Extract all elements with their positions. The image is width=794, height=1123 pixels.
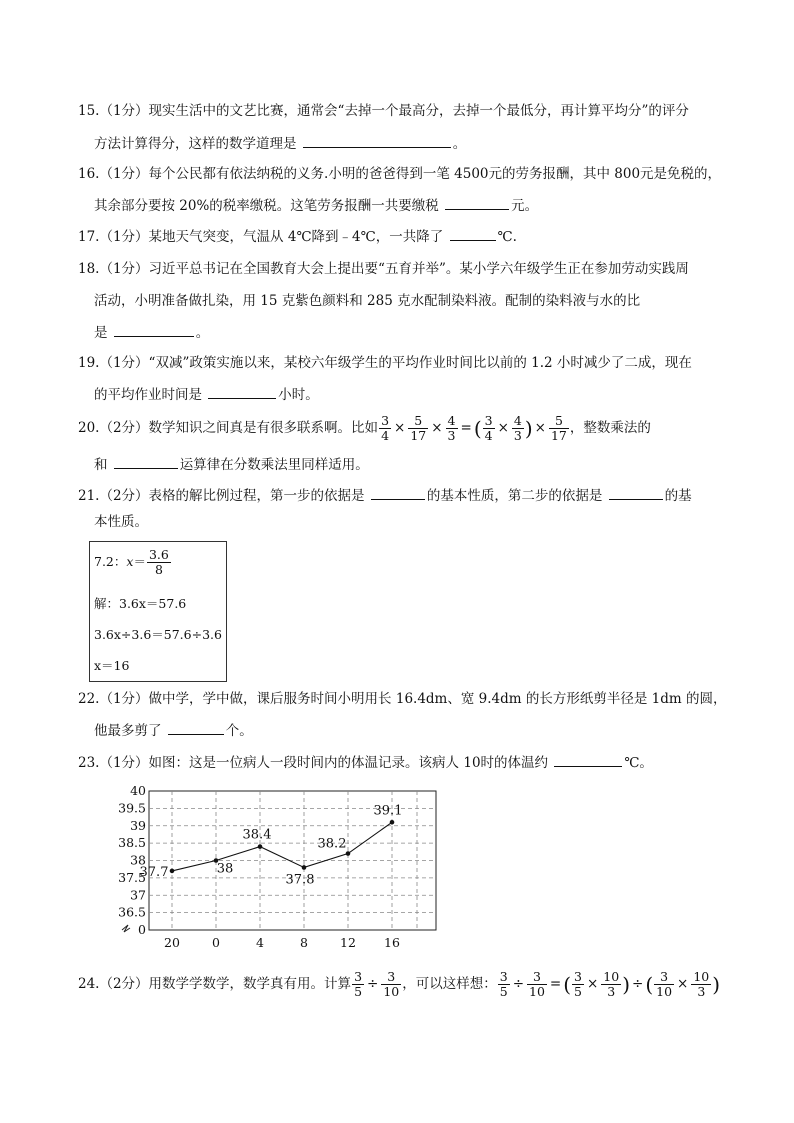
- data-point: [346, 851, 351, 856]
- q24-line1: 24.（2分）用数学学数学，数学真有用。计算 $\frac{3}{5}$ ÷ $\frac{3}{10}$ ，可以这样想： $\frac{3}{5}$ ÷ $\frac{3}{10}$ = ( $\frac{3}{5}$ × $\frac{10}{3}$ ) ÷ ( $\frac{3}{10}$ × $\frac{10}{3}$ ): [78, 969, 721, 999]
- q20-line1: 20.（2分）数学知识之间真是有很多联系啊。比如 $\frac{3}{4}$ × $\frac{5}{17}$ × $\frac{4}{3}$ = ( $\frac{3}{4}$ × $\frac{4}{3}$ ) × $\frac{5}{17}$ ，整数乘法的: [78, 413, 651, 443]
- q16-answer-blank[interactable]: [445, 195, 509, 210]
- q20-frac-4-3b: $\frac{4}{3}$: [513, 413, 522, 443]
- q21-text-c: 的基: [664, 488, 692, 504]
- data-point: [170, 869, 175, 874]
- data-point: [302, 865, 307, 870]
- q20-frac-3-4: $\frac{3}{4}$: [381, 413, 390, 443]
- q22-text: 他最多剪了: [94, 723, 162, 739]
- y-tick-label: 40: [130, 783, 146, 798]
- y-tick-label: 37: [130, 887, 146, 903]
- x-tick-label: 12: [340, 935, 356, 950]
- q21-text-b: 的基本性质，第二步的依据是: [426, 488, 603, 504]
- q21-box-line4: x＝16: [94, 658, 130, 673]
- q19-answer-blank[interactable]: [208, 384, 276, 399]
- y-tick-labels: [118, 783, 146, 937]
- q23-end: ℃。: [624, 755, 653, 771]
- y-tick-label: 39: [130, 817, 146, 833]
- q24-frac-3-10: $\frac{3}{10}$: [383, 969, 400, 999]
- q24-prefix: 24.（2分）用数学学数学，数学真有用。计算: [78, 976, 352, 992]
- data-label: 37.8: [285, 872, 315, 888]
- q17-end: ℃.: [497, 229, 517, 245]
- x-tick-label: 16: [384, 935, 400, 950]
- data-label: 38: [216, 861, 234, 877]
- series-line: [172, 822, 392, 871]
- q18-answer-blank[interactable]: [114, 322, 194, 337]
- x-tick-label: 0: [212, 935, 220, 950]
- q16-line2: [94, 195, 538, 216]
- q21-answer-blank-2[interactable]: [609, 485, 663, 500]
- q17-line1: [78, 226, 517, 247]
- q15-answer-blank[interactable]: [303, 133, 451, 148]
- q17-text: 17.（1分）某地天气突变，气温从 4℃降到﹣4℃，一共降了: [78, 229, 444, 245]
- q22-line2: [94, 720, 253, 741]
- q15-end: 。: [452, 136, 467, 152]
- q20-frac-5-17b: $\frac{5}{17}$: [550, 413, 567, 443]
- series-line-group: [170, 820, 395, 873]
- q21-text-a: 21.（2分）表格的解比例过程，第一步的依据是: [78, 488, 365, 504]
- q15-line2: [94, 133, 466, 154]
- q20-frac-3-4b: $\frac{3}{4}$: [484, 413, 493, 443]
- q16-line1: 16.（1分）每个公民都有依法纳税的义务.小明的爸爸得到一笔 4500元的劳务报酬，其中 800元是免税的，: [78, 166, 722, 182]
- q19-text: 的平均作业时间是: [94, 387, 202, 403]
- q21-box-line1: 7.2：x＝ $\frac{3.6}{8}$: [94, 547, 169, 577]
- data-label: 37.7: [139, 864, 169, 880]
- x-tick-label: 4: [256, 935, 264, 950]
- data-label: 38.4: [242, 827, 272, 843]
- x-tick-label: 8: [300, 935, 308, 950]
- data-label: 39.1: [373, 803, 403, 819]
- data-labels: [140, 803, 403, 887]
- q20-end: 运算律在分数乘法里同样适用。: [179, 457, 369, 473]
- q20-suffix: ，整数乘法的: [569, 420, 651, 436]
- q17-answer-blank[interactable]: [450, 226, 496, 241]
- y-tick-label: 38.5: [118, 835, 146, 851]
- q21-box-line3: 3.6x÷3.6＝57.6÷3.6: [94, 627, 222, 642]
- data-point: [390, 820, 395, 825]
- q15-text: 方法计算得分，这样的数学道理是: [94, 136, 297, 152]
- q24-frac-3-10c: $\frac{3}{10}$: [656, 969, 673, 999]
- q20-prefix: 20.（2分）数学知识之间真是有很多联系啊。比如: [78, 420, 379, 436]
- q21-line1: [78, 485, 692, 506]
- q18-line2: 活动，小明准备做扎染，用 15 克紫色颜料和 285 克水配制染料液。配制的染料液与水的比: [94, 293, 641, 309]
- y-tick-label: 37.5: [118, 869, 146, 885]
- y-tick-label: 36.5: [118, 904, 146, 920]
- q21-answer-blank-1[interactable]: [371, 485, 425, 500]
- q22-answer-blank[interactable]: [168, 720, 224, 735]
- q22-line1: 22.（1分）做中学，学中做，课后服务时间小明用长 16.4dm、宽 9.4dm 的长方形纸剪半径是 1dm 的圆，: [78, 691, 727, 707]
- q22-end: 个。: [225, 723, 253, 739]
- data-point: [258, 844, 263, 849]
- q18-line3: [94, 322, 209, 343]
- q18-line1: 18.（1分）习近平总书记在全国教育大会上提出要“五育并举”。某小学六年级学生正在参加劳动实践周: [78, 261, 689, 277]
- q23-text: 23.（1分）如图：这是一位病人一段时间内的体温记录。该病人 10时的体温约: [78, 755, 549, 771]
- q20-frac-5-17: $\frac{5}{17}$: [410, 413, 427, 443]
- q24-frac-10-3b: $\frac{10}{3}$: [693, 969, 710, 999]
- q19-line2: [94, 384, 319, 405]
- temperature-line-chart: [100, 782, 445, 952]
- axis-break-icon: [122, 925, 130, 932]
- q21-box-line2: 解：3.6x＝57.6: [94, 596, 187, 611]
- q24-mid: ，可以这样想：: [402, 976, 497, 992]
- q24-frac-3-5: $\frac{3}{5}$: [354, 969, 363, 999]
- q24-frac-10-3: $\frac{10}{3}$: [603, 969, 620, 999]
- q21-box-frac: $\frac{3.6}{8}$: [148, 547, 169, 577]
- q18-text: 是: [94, 325, 108, 341]
- x-tick-labels: [164, 935, 400, 950]
- q18-end: 。: [195, 325, 210, 341]
- q24-frac-3-10b: $\frac{3}{10}$: [529, 969, 545, 999]
- q23-line1: [78, 752, 653, 773]
- q21-proportion-box: [89, 541, 227, 682]
- q19-end: 小时。: [278, 387, 319, 403]
- q16-text: 其余部分要按 20%的税率缴税。这笔劳务报酬一共要缴税: [94, 198, 439, 214]
- q23-answer-blank[interactable]: [554, 752, 622, 767]
- q20-line2: [94, 454, 369, 475]
- y-tick-label: 0: [138, 922, 146, 937]
- q20-frac-4-3: $\frac{4}{3}$: [447, 413, 456, 443]
- q24-frac-3-5c: $\frac{3}{5}$: [574, 969, 582, 999]
- q21-line2: 本性质。: [94, 514, 148, 530]
- x-tick-label: 20: [164, 935, 180, 950]
- q24-frac-3-5b: $\frac{3}{5}$: [499, 969, 508, 999]
- y-tick-label: 38: [130, 852, 146, 868]
- q20-text2: 和: [94, 457, 108, 473]
- q19-line1: 19.（1分）“双减”政策实施以来，某校六年级学生的平均作业时间比以前的 1.2 小时减少了二成，现在: [78, 355, 692, 371]
- q16-end: 元。: [511, 198, 539, 214]
- q20-answer-blank[interactable]: [114, 454, 178, 469]
- q15-line1: 15.（1分）现实生活中的文艺比赛，通常会“去掉一个最高分，去掉一个最低分，再计算平均分”的评分: [78, 103, 689, 119]
- y-tick-label: 39.5: [118, 800, 146, 816]
- data-label: 38.2: [317, 836, 347, 852]
